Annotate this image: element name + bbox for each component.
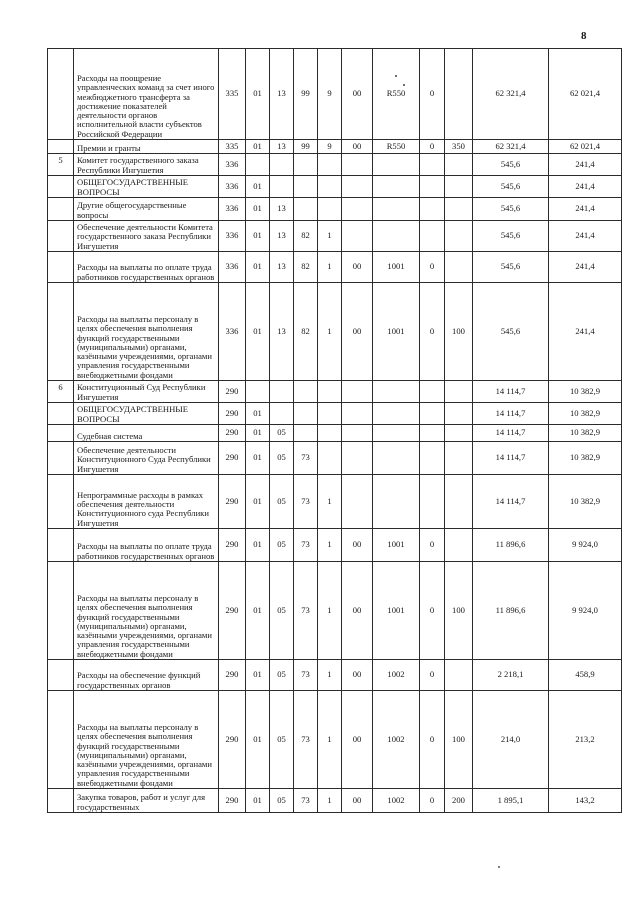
cell-sum2: 458,9 bbox=[549, 660, 622, 691]
cell-num: 6 bbox=[48, 381, 74, 403]
cell-vr bbox=[445, 403, 473, 425]
cell-vedomstvo: 290 bbox=[219, 691, 246, 789]
cell-rz: 01 bbox=[246, 562, 270, 660]
cell-sum2: 213,2 bbox=[549, 691, 622, 789]
cell-vedomstvo: 336 bbox=[219, 154, 246, 176]
cell-cs1 bbox=[294, 425, 318, 442]
cell-vr bbox=[445, 252, 473, 283]
cell-vedomstvo: 290 bbox=[219, 381, 246, 403]
table-row bbox=[48, 691, 622, 789]
cell-sum1: 2 218,1 bbox=[473, 660, 549, 691]
cell-sum1: 214,0 bbox=[473, 691, 549, 789]
cell-rz: 01 bbox=[246, 529, 270, 562]
cell-pr: 05 bbox=[270, 660, 294, 691]
cell-rz: 01 bbox=[246, 442, 270, 475]
cell-vedomstvo: 335 bbox=[219, 49, 246, 140]
cell-cs4: 1001 bbox=[373, 252, 420, 283]
cell-name: Обеспечение деятельности Конституционного Суда Республики Ингушетия bbox=[74, 442, 219, 475]
cell-cs4 bbox=[373, 442, 420, 475]
cell-cs2 bbox=[318, 154, 342, 176]
cell-rz: 01 bbox=[246, 140, 270, 154]
cell-num bbox=[48, 221, 74, 252]
cell-cs4: 1001 bbox=[373, 529, 420, 562]
table-row bbox=[48, 381, 622, 403]
cell-pr: 13 bbox=[270, 49, 294, 140]
cell-cs4: R550 bbox=[373, 49, 420, 140]
cell-vedomstvo: 290 bbox=[219, 789, 246, 813]
cell-name: Расходы на выплаты по оплате труда работников государственных органов bbox=[74, 529, 219, 562]
cell-num: 5 bbox=[48, 154, 74, 176]
cell-rz: 01 bbox=[246, 221, 270, 252]
cell-cs4: 1002 bbox=[373, 660, 420, 691]
cell-rz: 01 bbox=[246, 660, 270, 691]
cell-cs4 bbox=[373, 176, 420, 198]
cell-cs2 bbox=[318, 176, 342, 198]
cell-rz bbox=[246, 381, 270, 403]
cell-num bbox=[48, 283, 74, 381]
cell-cs3: 00 bbox=[342, 529, 373, 562]
cell-vr: 100 bbox=[445, 691, 473, 789]
cell-sum1: 14 114,7 bbox=[473, 403, 549, 425]
cell-vr bbox=[445, 198, 473, 221]
cell-cs2: 1 bbox=[318, 252, 342, 283]
cell-sum1: 14 114,7 bbox=[473, 475, 549, 529]
cell-num bbox=[48, 789, 74, 813]
cell-cs1 bbox=[294, 198, 318, 221]
cell-vedomstvo: 336 bbox=[219, 176, 246, 198]
cell-num bbox=[48, 529, 74, 562]
cell-vedomstvo: 290 bbox=[219, 562, 246, 660]
cell-num bbox=[48, 252, 74, 283]
cell-cs1: 73 bbox=[294, 660, 318, 691]
cell-vr bbox=[445, 49, 473, 140]
cell-cs2: 1 bbox=[318, 789, 342, 813]
cell-sum1: 545,6 bbox=[473, 221, 549, 252]
cell-cs4 bbox=[373, 154, 420, 176]
table-row bbox=[48, 140, 622, 154]
cell-vr bbox=[445, 381, 473, 403]
cell-cs5 bbox=[420, 442, 445, 475]
cell-vr bbox=[445, 176, 473, 198]
table-row bbox=[48, 176, 622, 198]
cell-cs1: 99 bbox=[294, 140, 318, 154]
cell-sum2: 241,4 bbox=[549, 198, 622, 221]
cell-sum1: 14 114,7 bbox=[473, 381, 549, 403]
cell-pr: 05 bbox=[270, 691, 294, 789]
cell-cs2: 1 bbox=[318, 475, 342, 529]
cell-vedomstvo: 290 bbox=[219, 660, 246, 691]
cell-cs2: 1 bbox=[318, 691, 342, 789]
cell-cs2: 9 bbox=[318, 140, 342, 154]
cell-sum2: 62 021,4 bbox=[549, 49, 622, 140]
cell-cs1: 73 bbox=[294, 529, 318, 562]
cell-cs3 bbox=[342, 221, 373, 252]
cell-cs4 bbox=[373, 198, 420, 221]
cell-sum2: 241,4 bbox=[549, 154, 622, 176]
cell-cs5: 0 bbox=[420, 49, 445, 140]
cell-vr: 200 bbox=[445, 789, 473, 813]
cell-name: Закупка товаров, работ и услуг для государственных bbox=[74, 789, 219, 813]
cell-cs1 bbox=[294, 381, 318, 403]
cell-rz: 01 bbox=[246, 789, 270, 813]
cell-num bbox=[48, 425, 74, 442]
cell-cs3: 00 bbox=[342, 691, 373, 789]
cell-cs4 bbox=[373, 475, 420, 529]
page-number: 8 bbox=[581, 30, 587, 42]
cell-cs5: 0 bbox=[420, 529, 445, 562]
cell-cs3: 00 bbox=[342, 140, 373, 154]
cell-name: Расходы на поощрение управленческих команд за счет иного межбюджетного трансферта за достижение показателей деятельности органов исполнительной власти субъектов Российской Федерации bbox=[74, 49, 219, 140]
cell-vr bbox=[445, 221, 473, 252]
cell-sum1: 62 321,4 bbox=[473, 140, 549, 154]
cell-rz: 01 bbox=[246, 283, 270, 381]
cell-cs3 bbox=[342, 154, 373, 176]
cell-cs2: 1 bbox=[318, 562, 342, 660]
cell-vr bbox=[445, 154, 473, 176]
cell-pr bbox=[270, 154, 294, 176]
cell-sum2: 241,4 bbox=[549, 176, 622, 198]
cell-sum1: 1 895,1 bbox=[473, 789, 549, 813]
cell-pr bbox=[270, 403, 294, 425]
cell-name: Другие общегосударственные вопросы bbox=[74, 198, 219, 221]
cell-cs2 bbox=[318, 198, 342, 221]
cell-num bbox=[48, 691, 74, 789]
cell-sum1: 62 321,4 bbox=[473, 49, 549, 140]
table-row bbox=[48, 252, 622, 283]
cell-rz: 01 bbox=[246, 176, 270, 198]
cell-vedomstvo: 290 bbox=[219, 529, 246, 562]
cell-rz bbox=[246, 154, 270, 176]
cell-pr: 13 bbox=[270, 198, 294, 221]
budget-table bbox=[47, 48, 622, 813]
cell-cs3 bbox=[342, 198, 373, 221]
cell-cs1 bbox=[294, 176, 318, 198]
cell-pr: 13 bbox=[270, 140, 294, 154]
cell-name: ОБЩЕГОСУДАРСТВЕННЫЕ ВОПРОСЫ bbox=[74, 176, 219, 198]
cell-vr bbox=[445, 475, 473, 529]
table-row bbox=[48, 49, 622, 140]
table-row bbox=[48, 283, 622, 381]
cell-cs4 bbox=[373, 221, 420, 252]
cell-cs5 bbox=[420, 381, 445, 403]
cell-pr bbox=[270, 176, 294, 198]
cell-name: Обеспечение деятельности Комитета государственного заказа Республики Ингушетия bbox=[74, 221, 219, 252]
cell-cs2: 1 bbox=[318, 221, 342, 252]
cell-cs5: 0 bbox=[420, 691, 445, 789]
cell-cs3: 00 bbox=[342, 789, 373, 813]
cell-pr: 13 bbox=[270, 221, 294, 252]
cell-cs4: 1002 bbox=[373, 789, 420, 813]
cell-cs1 bbox=[294, 403, 318, 425]
cell-vedomstvo: 336 bbox=[219, 252, 246, 283]
cell-sum1: 545,6 bbox=[473, 154, 549, 176]
scan-speck bbox=[395, 75, 397, 77]
cell-vr: 350 bbox=[445, 140, 473, 154]
cell-num bbox=[48, 442, 74, 475]
cell-cs1: 73 bbox=[294, 691, 318, 789]
table-row bbox=[48, 562, 622, 660]
cell-cs2 bbox=[318, 403, 342, 425]
cell-name: Судебная система bbox=[74, 425, 219, 442]
cell-cs5 bbox=[420, 154, 445, 176]
table-row bbox=[48, 154, 622, 176]
cell-cs1: 99 bbox=[294, 49, 318, 140]
cell-vr bbox=[445, 529, 473, 562]
cell-cs3 bbox=[342, 403, 373, 425]
cell-cs4: 1001 bbox=[373, 283, 420, 381]
cell-sum2: 10 382,9 bbox=[549, 403, 622, 425]
cell-pr: 05 bbox=[270, 425, 294, 442]
cell-cs5 bbox=[420, 475, 445, 529]
cell-cs5 bbox=[420, 425, 445, 442]
cell-vedomstvo: 336 bbox=[219, 198, 246, 221]
cell-pr: 05 bbox=[270, 562, 294, 660]
cell-rz: 01 bbox=[246, 198, 270, 221]
cell-cs3: 00 bbox=[342, 660, 373, 691]
cell-name: Расходы на выплаты по оплате труда работников государственных органов bbox=[74, 252, 219, 283]
cell-rz: 01 bbox=[246, 252, 270, 283]
cell-vedomstvo: 290 bbox=[219, 475, 246, 529]
table-row bbox=[48, 442, 622, 475]
cell-pr bbox=[270, 381, 294, 403]
cell-cs3 bbox=[342, 425, 373, 442]
cell-cs2 bbox=[318, 442, 342, 475]
cell-vedomstvo: 290 bbox=[219, 442, 246, 475]
cell-sum1: 14 114,7 bbox=[473, 442, 549, 475]
cell-name: Конституционный Суд Республики Ингушетия bbox=[74, 381, 219, 403]
table-row bbox=[48, 403, 622, 425]
cell-cs2 bbox=[318, 425, 342, 442]
cell-num bbox=[48, 49, 74, 140]
cell-pr: 13 bbox=[270, 283, 294, 381]
cell-sum1: 14 114,7 bbox=[473, 425, 549, 442]
table-row bbox=[48, 789, 622, 813]
cell-cs3 bbox=[342, 381, 373, 403]
cell-vedomstvo: 290 bbox=[219, 403, 246, 425]
cell-cs2 bbox=[318, 381, 342, 403]
table-row bbox=[48, 529, 622, 562]
cell-sum1: 545,6 bbox=[473, 176, 549, 198]
cell-num bbox=[48, 562, 74, 660]
cell-cs1: 82 bbox=[294, 221, 318, 252]
cell-pr: 05 bbox=[270, 475, 294, 529]
cell-num bbox=[48, 660, 74, 691]
cell-sum2: 10 382,9 bbox=[549, 442, 622, 475]
cell-cs1: 73 bbox=[294, 562, 318, 660]
cell-cs2: 1 bbox=[318, 529, 342, 562]
cell-name: Комитет государственного заказа Республики Ингушетия bbox=[74, 154, 219, 176]
cell-cs1: 73 bbox=[294, 442, 318, 475]
cell-sum2: 9 924,0 bbox=[549, 529, 622, 562]
cell-vr bbox=[445, 660, 473, 691]
cell-name: Расходы на выплаты персоналу в целях обеспечения выполнения функций государственными (муниципальными) органами, казёнными учреждениями, органами управления государственными внебюджетными фондами bbox=[74, 562, 219, 660]
cell-sum1: 545,6 bbox=[473, 198, 549, 221]
cell-sum2: 241,4 bbox=[549, 283, 622, 381]
cell-pr: 05 bbox=[270, 789, 294, 813]
cell-name: Расходы на обеспечение функций государственных органов bbox=[74, 660, 219, 691]
cell-cs5: 0 bbox=[420, 283, 445, 381]
cell-num bbox=[48, 403, 74, 425]
table-row bbox=[48, 660, 622, 691]
cell-cs3: 00 bbox=[342, 252, 373, 283]
cell-vr bbox=[445, 425, 473, 442]
table-row bbox=[48, 425, 622, 442]
cell-sum2: 10 382,9 bbox=[549, 381, 622, 403]
cell-vr bbox=[445, 442, 473, 475]
cell-sum2: 10 382,9 bbox=[549, 425, 622, 442]
cell-vedomstvo: 290 bbox=[219, 425, 246, 442]
cell-cs4 bbox=[373, 403, 420, 425]
cell-cs5: 0 bbox=[420, 562, 445, 660]
cell-cs3: 00 bbox=[342, 49, 373, 140]
cell-vedomstvo: 336 bbox=[219, 221, 246, 252]
cell-cs1: 73 bbox=[294, 475, 318, 529]
cell-vedomstvo: 335 bbox=[219, 140, 246, 154]
table-row bbox=[48, 198, 622, 221]
cell-rz: 01 bbox=[246, 49, 270, 140]
scan-speck bbox=[498, 866, 500, 868]
cell-cs2: 9 bbox=[318, 49, 342, 140]
cell-cs4: 1002 bbox=[373, 691, 420, 789]
cell-sum1: 545,6 bbox=[473, 283, 549, 381]
cell-cs3 bbox=[342, 475, 373, 529]
cell-vedomstvo: 336 bbox=[219, 283, 246, 381]
cell-cs5 bbox=[420, 176, 445, 198]
cell-cs2: 1 bbox=[318, 660, 342, 691]
cell-sum2: 62 021,4 bbox=[549, 140, 622, 154]
cell-cs5: 0 bbox=[420, 140, 445, 154]
cell-pr: 13 bbox=[270, 252, 294, 283]
cell-num bbox=[48, 176, 74, 198]
cell-cs5 bbox=[420, 221, 445, 252]
scan-speck bbox=[403, 84, 405, 86]
cell-cs2: 1 bbox=[318, 283, 342, 381]
cell-cs5: 0 bbox=[420, 252, 445, 283]
cell-sum2: 10 382,9 bbox=[549, 475, 622, 529]
table-body bbox=[48, 49, 622, 813]
cell-name: Премии и гранты bbox=[74, 140, 219, 154]
cell-rz: 01 bbox=[246, 425, 270, 442]
cell-name: Непрограммные расходы в рамках обеспечения деятельности Конституционного суда Республики Ингушетия bbox=[74, 475, 219, 529]
cell-name: Расходы на выплаты персоналу в целях обеспечения выполнения функций государственными (муниципальными) органами, казёнными учреждениями, органами управления государственными внебюджетными фондами bbox=[74, 283, 219, 381]
cell-rz: 01 bbox=[246, 691, 270, 789]
cell-sum2: 241,4 bbox=[549, 252, 622, 283]
cell-name: Расходы на выплаты персоналу в целях обеспечения выполнения функций государственными (муниципальными) органами, казёнными учреждениями, органами управления государственными внебюджетными фондами bbox=[74, 691, 219, 789]
cell-cs4: R550 bbox=[373, 140, 420, 154]
table-row bbox=[48, 221, 622, 252]
cell-cs4: 1001 bbox=[373, 562, 420, 660]
cell-num bbox=[48, 198, 74, 221]
cell-rz: 01 bbox=[246, 475, 270, 529]
cell-vr: 100 bbox=[445, 283, 473, 381]
cell-cs3 bbox=[342, 176, 373, 198]
cell-sum2: 143,2 bbox=[549, 789, 622, 813]
cell-cs1: 82 bbox=[294, 252, 318, 283]
cell-rz: 01 bbox=[246, 403, 270, 425]
cell-pr: 05 bbox=[270, 529, 294, 562]
cell-sum1: 11 896,6 bbox=[473, 562, 549, 660]
cell-num bbox=[48, 475, 74, 529]
cell-cs1: 73 bbox=[294, 789, 318, 813]
cell-cs3: 00 bbox=[342, 562, 373, 660]
cell-num bbox=[48, 140, 74, 154]
cell-sum2: 241,4 bbox=[549, 221, 622, 252]
cell-cs5 bbox=[420, 198, 445, 221]
cell-cs5 bbox=[420, 403, 445, 425]
cell-cs4 bbox=[373, 381, 420, 403]
cell-cs1: 82 bbox=[294, 283, 318, 381]
cell-cs3 bbox=[342, 442, 373, 475]
cell-cs1 bbox=[294, 154, 318, 176]
cell-sum1: 11 896,6 bbox=[473, 529, 549, 562]
cell-vr: 100 bbox=[445, 562, 473, 660]
cell-name: ОБЩЕГОСУДАРСТВЕННЫЕ ВОПРОСЫ bbox=[74, 403, 219, 425]
cell-pr: 05 bbox=[270, 442, 294, 475]
cell-sum2: 9 924,0 bbox=[549, 562, 622, 660]
cell-cs5: 0 bbox=[420, 789, 445, 813]
cell-cs3: 00 bbox=[342, 283, 373, 381]
cell-cs5: 0 bbox=[420, 660, 445, 691]
cell-sum1: 545,6 bbox=[473, 252, 549, 283]
table-row bbox=[48, 475, 622, 529]
cell-cs4 bbox=[373, 425, 420, 442]
